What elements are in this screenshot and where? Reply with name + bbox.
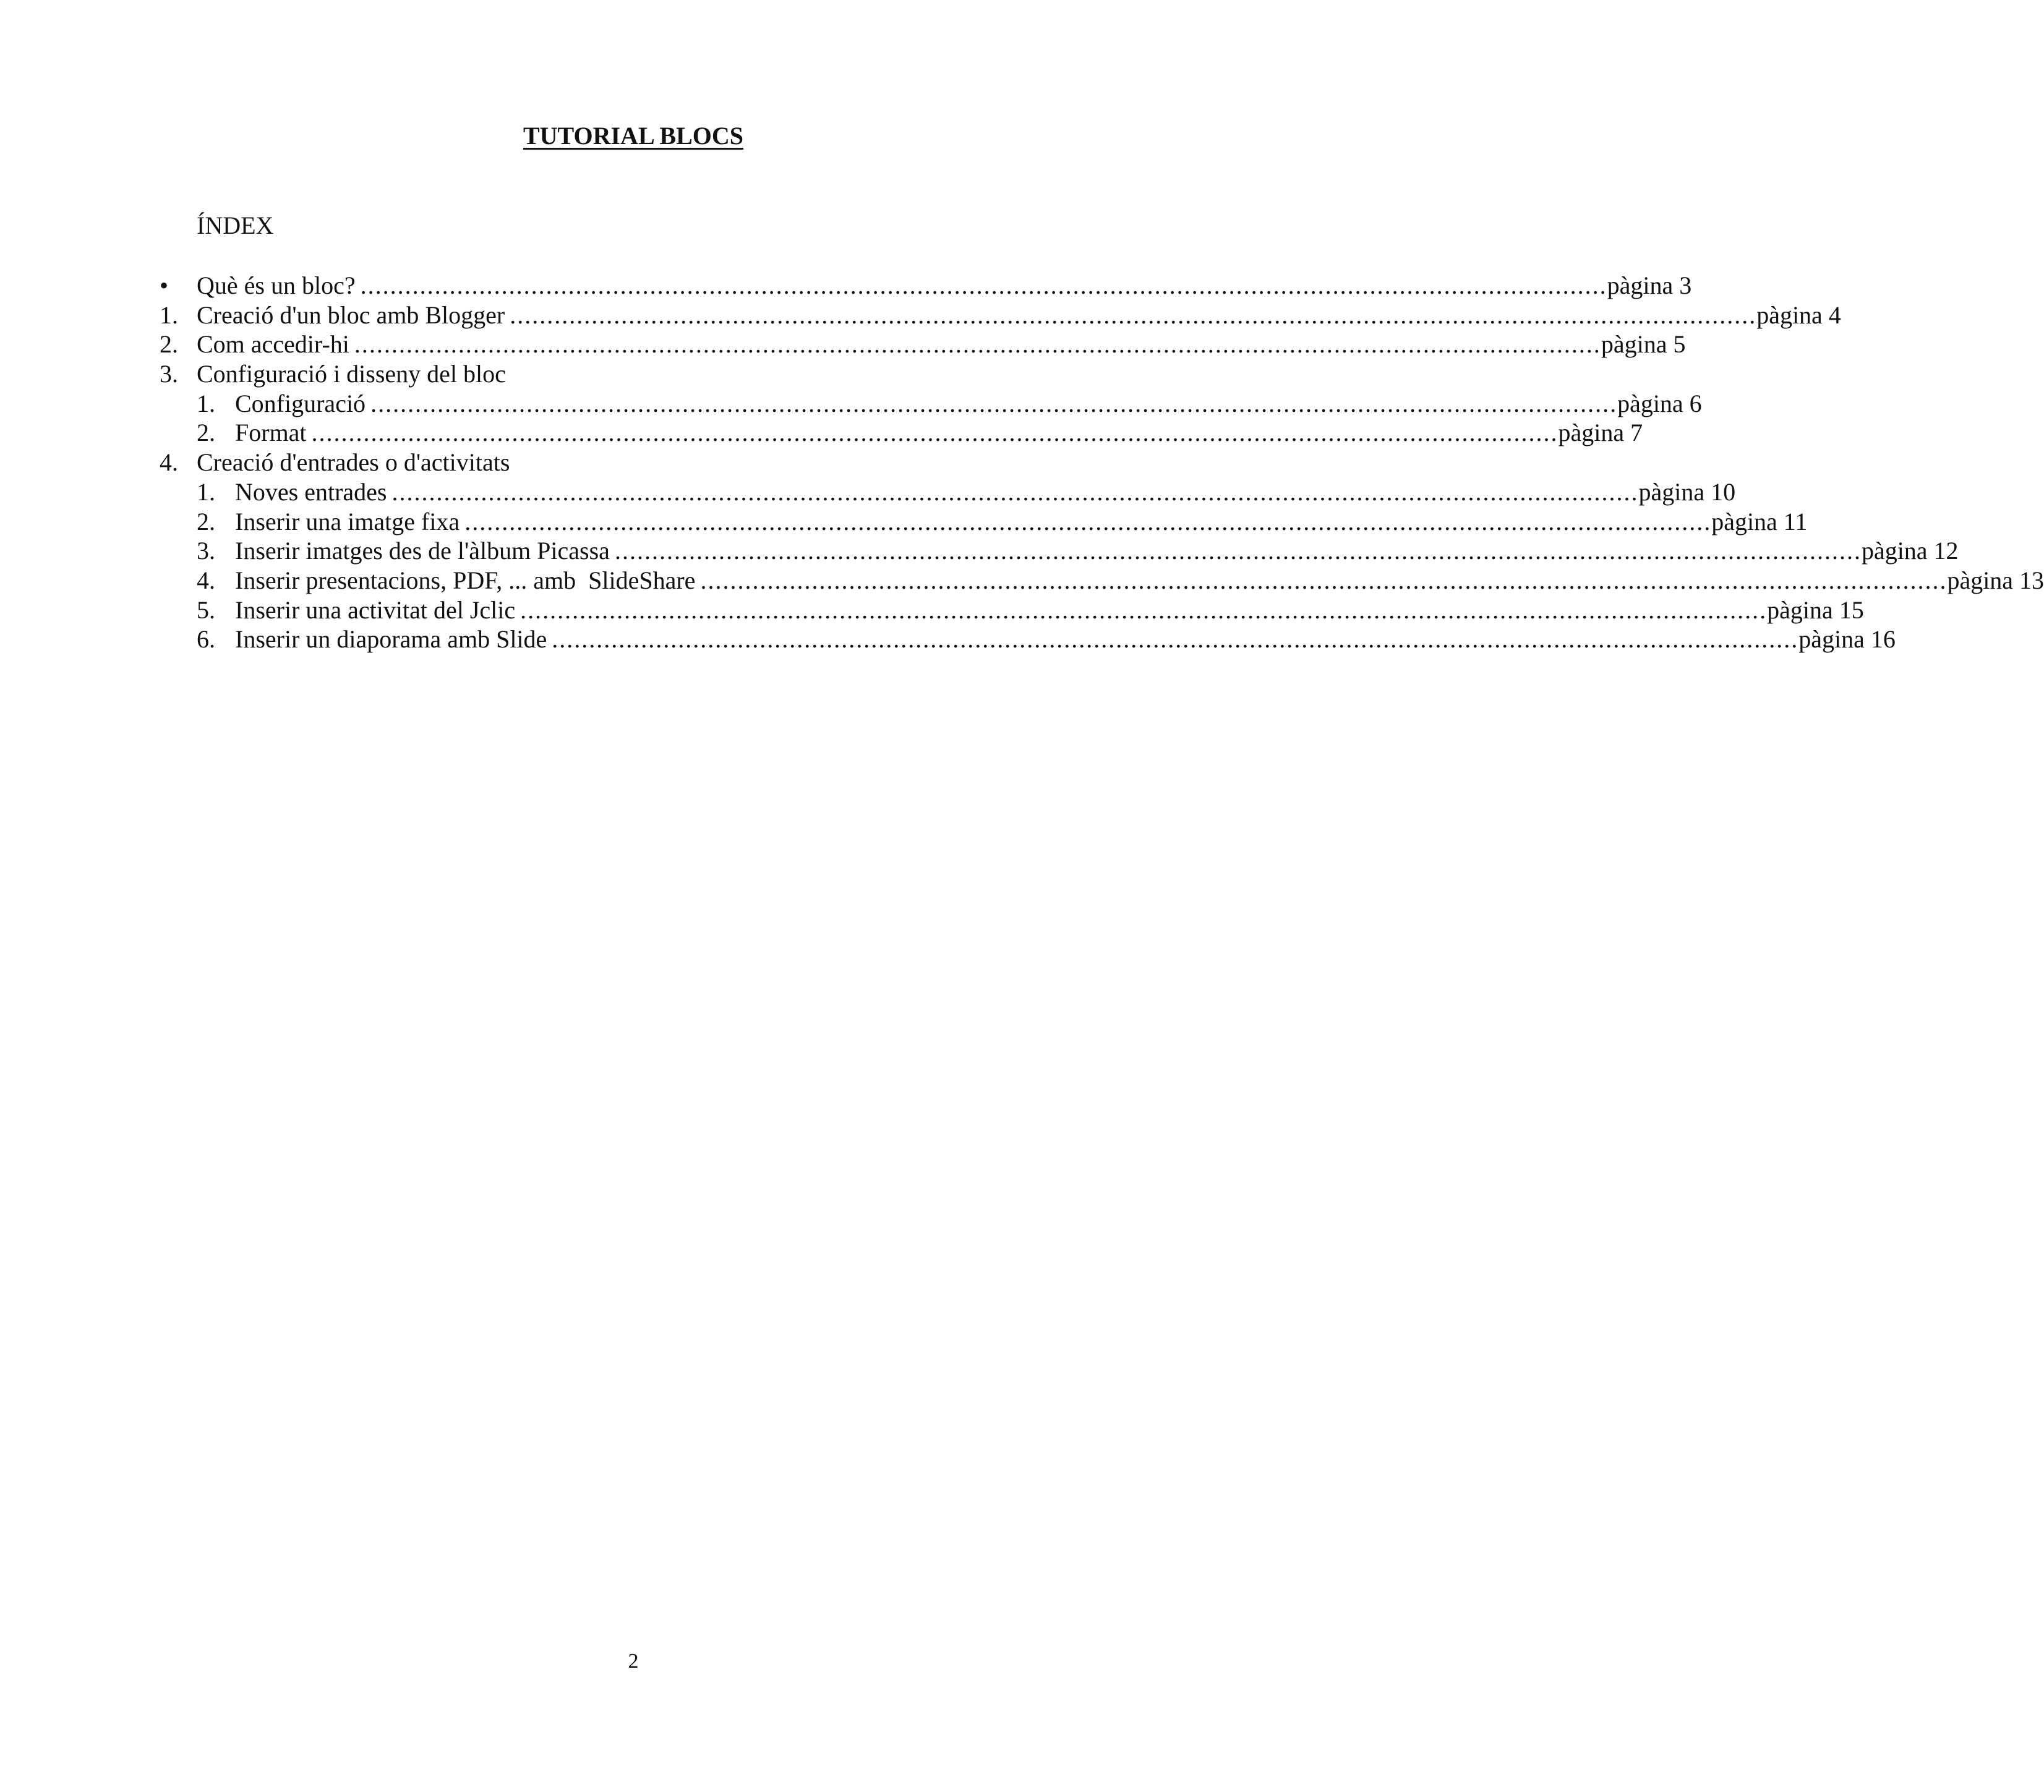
toc-entry-label: Inserir un diaporama amb Slide	[235, 625, 547, 654]
toc-section-label: Creació d'entrades o d'activitats	[197, 448, 510, 477]
toc-marker: 2.	[197, 419, 215, 447]
toc-row	[0, 448, 1267, 477]
toc-page-ref: pàgina 15	[1767, 595, 1864, 624]
toc-entry	[197, 330, 1686, 359]
toc-entry-label: Què és un bloc?	[197, 271, 356, 299]
toc-page-ref: pàgina 3	[1607, 271, 1692, 299]
toc-entry-label: Format	[235, 419, 307, 447]
toc-entry-label: Configuració	[235, 389, 366, 417]
toc-leader-dots: ........................................................................................................................................................................	[354, 330, 1601, 359]
toc-entry	[197, 271, 1692, 301]
toc-page-ref: pàgina 13	[1947, 566, 2044, 594]
toc-marker: 2.	[197, 507, 215, 535]
toc-marker: 1.	[197, 477, 215, 506]
toc-leader-dots: ........................................................................................................................................................................	[700, 566, 1948, 594]
toc-marker: 1.	[160, 301, 178, 329]
toc-entry	[235, 595, 1864, 625]
toc-leader-dots: ........................................................................................................................................................................	[520, 595, 1768, 624]
toc-row	[0, 301, 1841, 330]
toc-marker: 5.	[197, 595, 215, 624]
document-title: TUTORIAL BLOCS	[523, 122, 744, 150]
toc-entry	[235, 389, 1702, 419]
toc-entry-label: Com accedir-hi	[197, 330, 349, 359]
toc-marker: 3.	[197, 537, 215, 565]
toc-entry-label: Creació d'un bloc amb Blogger	[197, 301, 505, 329]
toc-row	[0, 477, 1736, 507]
toc-row	[0, 359, 1267, 389]
toc-entry-label: Inserir presentacions, PDF, ... amb SlideShare	[235, 566, 696, 594]
toc-page-ref: pàgina 12	[1861, 537, 1959, 565]
index-heading: ÍNDEX	[197, 211, 274, 239]
page-number: 2	[628, 1650, 639, 1673]
toc-row	[0, 507, 1808, 537]
toc-page-ref: pàgina 11	[1711, 507, 1808, 535]
toc-page-ref: pàgina 6	[1617, 389, 1702, 417]
toc-row	[0, 418, 1643, 448]
toc-entry	[235, 625, 1896, 654]
toc-row	[0, 389, 1702, 419]
toc-row	[0, 566, 2044, 595]
toc-entry	[235, 566, 2044, 595]
toc-page-ref: pàgina 10	[1638, 477, 1736, 506]
toc-marker: 3.	[160, 360, 178, 388]
toc-entry	[235, 507, 1808, 537]
toc-page-ref: pàgina 4	[1756, 301, 1841, 329]
toc-page-ref: pàgina 16	[1798, 625, 1896, 654]
toc-leader-dots: ........................................................................................................................................................................	[370, 389, 1618, 417]
toc-leader-dots: ........................................................................................................................................................................	[614, 537, 1862, 565]
toc-marker: 1.	[197, 389, 215, 417]
toc-row	[0, 625, 1896, 654]
toc-entry	[235, 477, 1736, 507]
toc-entry-label: Noves entrades	[235, 477, 387, 506]
toc-page-ref: pàgina 5	[1601, 330, 1686, 359]
toc-leader-dots: ........................................................................................................................................................................	[464, 507, 1712, 535]
toc-marker: 6.	[197, 625, 215, 654]
toc-row	[0, 536, 1959, 566]
toc-row	[0, 271, 1692, 301]
toc-marker: •	[160, 271, 169, 299]
toc-section-label: Configuració i disseny del bloc	[197, 360, 506, 388]
toc-leader-dots: ........................................................................................................................................................................	[391, 477, 1639, 506]
toc-leader-dots: ........................................................................................................................................................................	[311, 419, 1559, 447]
toc-marker: 4.	[160, 448, 178, 477]
toc-row	[0, 330, 1686, 359]
toc-marker: 2.	[160, 330, 178, 359]
toc-entry	[197, 301, 1841, 330]
toc-marker: 4.	[197, 566, 215, 594]
toc-entry-label: Inserir imatges des de l'àlbum Picassa	[235, 537, 610, 565]
toc-entry-label: Inserir una imatge fixa	[235, 507, 460, 535]
toc-page-ref: pàgina 7	[1558, 419, 1643, 447]
toc-leader-dots: ........................................................................................................................................................................	[510, 301, 1757, 329]
toc-row	[0, 595, 1864, 625]
toc-entry	[235, 418, 1643, 448]
toc-entry	[235, 536, 1959, 566]
toc-entry-label: Inserir una activitat del Jclic	[235, 595, 516, 624]
table-of-contents	[0, 271, 2044, 654]
toc-leader-dots: ........................................................................................................................................................................	[552, 625, 1799, 654]
toc-leader-dots: ........................................................................................................................................................................	[360, 271, 1607, 299]
